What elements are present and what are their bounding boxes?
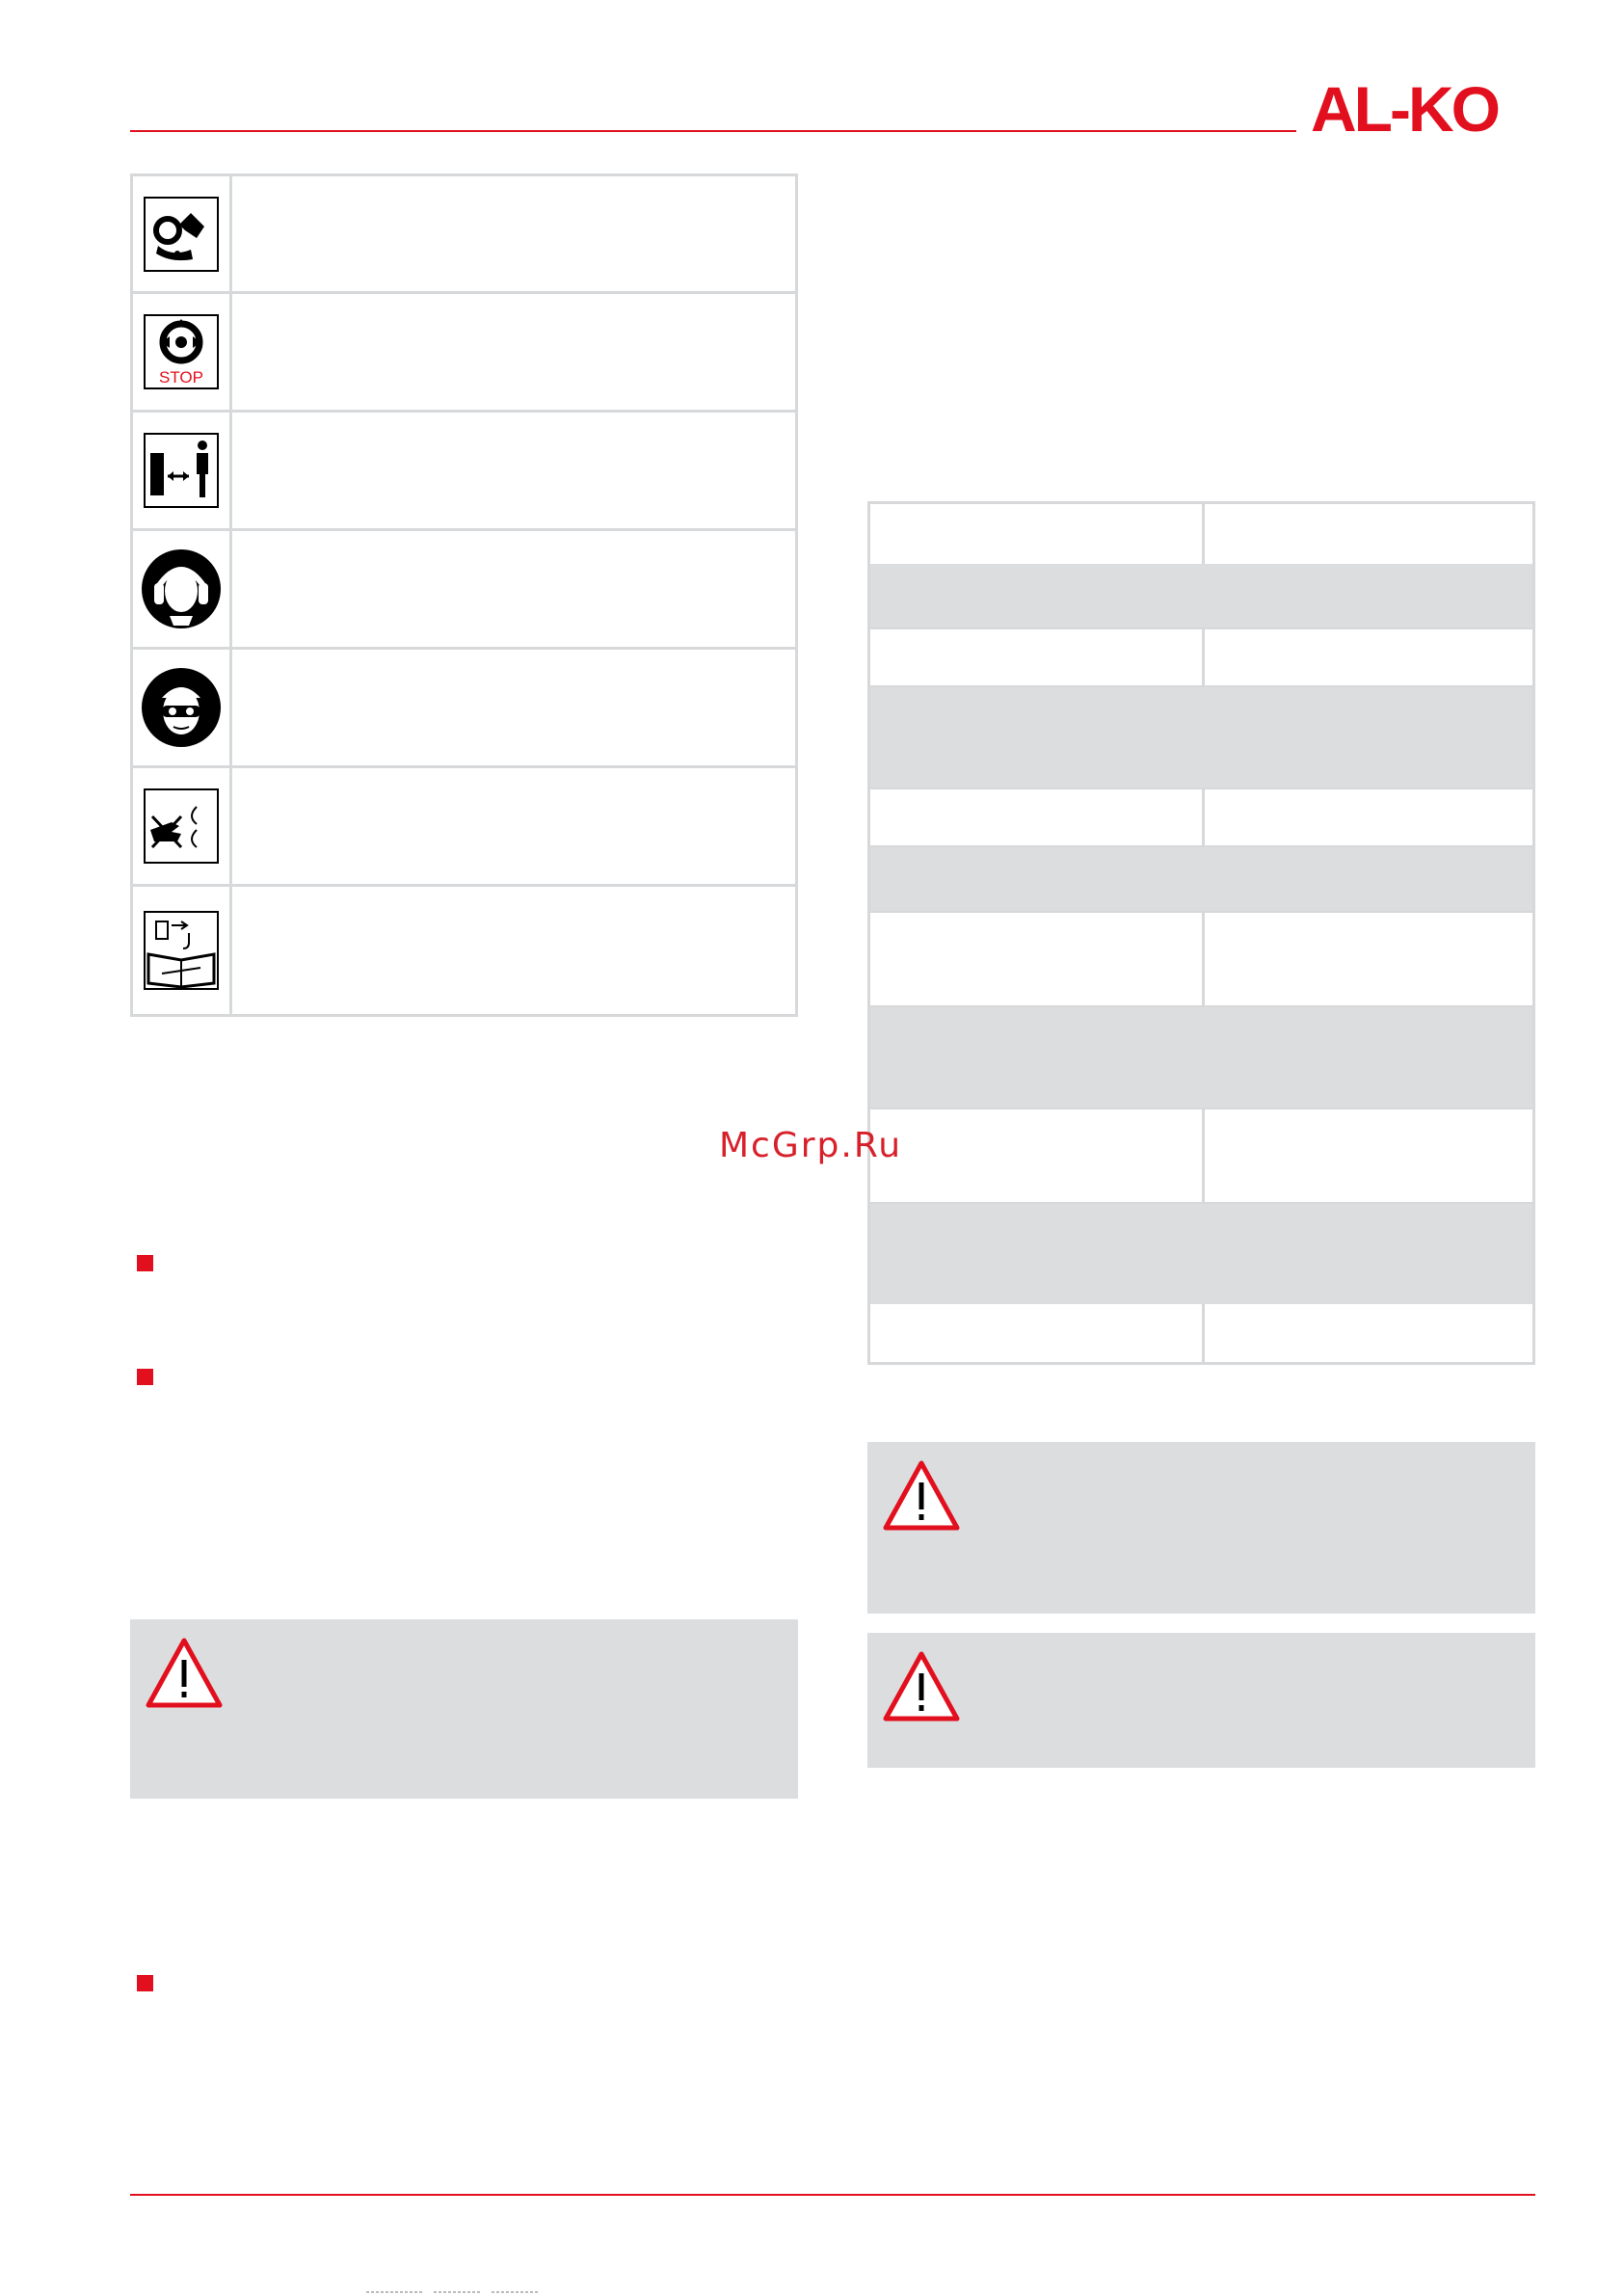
ear-protection-icon [141,548,222,629]
symbols-table [130,174,798,1017]
warning-triangle-icon [882,1650,961,1722]
table-row [870,911,1532,1007]
header-rule [130,130,1296,132]
table-row [870,564,1532,627]
table-row [870,1304,1532,1362]
table-row [870,687,1532,788]
table-row [870,1204,1532,1304]
footer-rule [130,2194,1535,2196]
symbol-row-no-hands [133,768,795,887]
symbol-row-ejected-objects [133,176,795,294]
footer-print-marks [0,2286,1624,2296]
keep-distance-icon [143,432,220,509]
table-row [870,1108,1532,1204]
bullet-marker [137,1975,153,1991]
table-row [870,627,1532,687]
technical-data-table [867,501,1535,1365]
warning-triangle-icon [145,1637,224,1709]
table-row [870,1007,1532,1108]
symbol-row-distance [133,413,795,531]
table-row [870,504,1532,564]
stop-rotating-blade-icon [143,313,220,390]
warning-box [130,1619,798,1799]
symbol-row-stop [133,294,795,413]
symbol-row-read-manual [133,887,795,1014]
ejected-objects-warning-icon [143,196,220,273]
stop-label: STOP [159,368,203,387]
warning-triangle-icon [882,1459,961,1532]
table-row [870,788,1532,847]
bullet-marker [137,1255,153,1271]
warning-box [867,1633,1535,1768]
read-manual-icon [143,910,220,991]
no-hands-in-blade-icon [143,788,220,865]
symbol-row-ear-protection [133,531,795,650]
eye-protection-icon [141,667,222,748]
warning-box [867,1442,1535,1614]
watermark-text: McGrp.Ru [719,1126,903,1165]
symbol-row-eye-protection [133,650,795,768]
table-row [870,847,1532,911]
svg-text:AL-KO: AL-KO [1311,75,1498,141]
bullet-marker [137,1369,153,1385]
alko-logo [1311,75,1542,141]
